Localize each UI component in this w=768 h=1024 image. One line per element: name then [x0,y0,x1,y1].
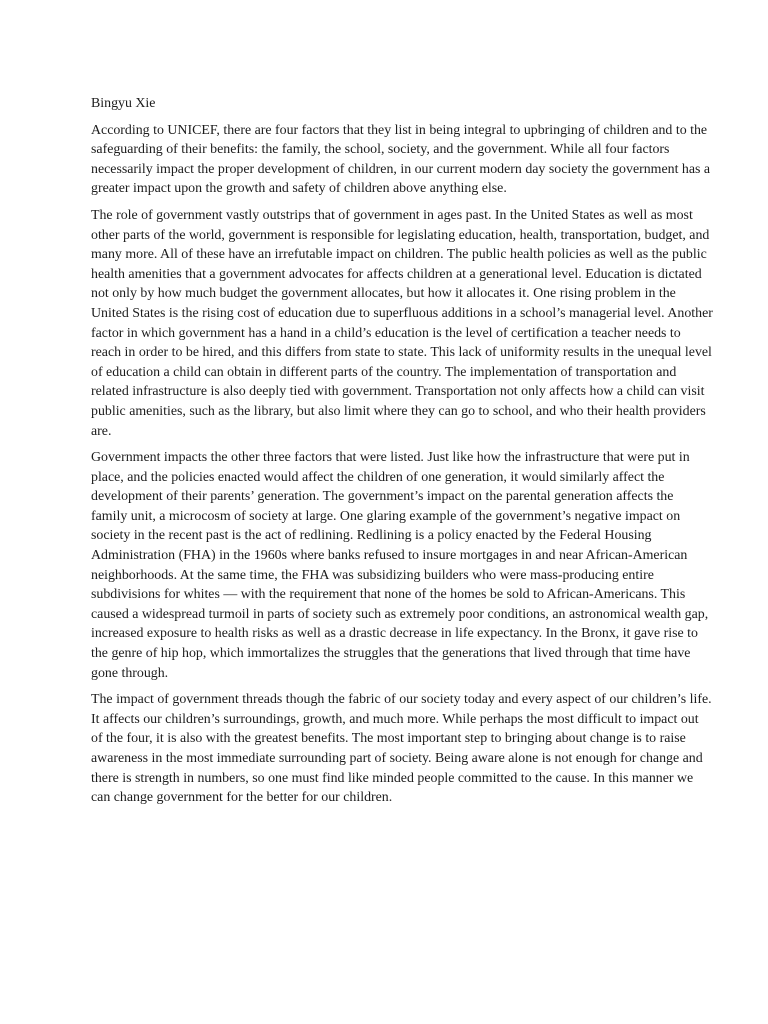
document-body [91,94,713,815]
paragraph-4: The impact of government threads though the fabric of our society today and every aspect of our children’s life. It affects our children’s surroundings, growth, and much more. While perhaps the most difficult to impact out of the four, it is also with the greatest benefits. The most important step to bringing about change is to raise awareness in the most immediate surrounding part of society. Being aware alone is not enough for change and there is strength in numbers, so one must find like minded people committed to the cause. In this manner we can change government for the better for our children. [91,692,712,806]
paragraph-2: The role of government vastly outstrips that of government in ages past. In the United States as well as most other parts of the world, government is responsible for legislating education, health, transportation, budget, and many more. All of these have an irrefutable impact on children. The public health policies as well as the public health amenities that a government advocates for affects children at a generational level. Education is dictated not only by how much budget the government allocates, but how it allocates it. One rising problem in the United States is the rising cost of education due to superfluous additions in a school’s managerial level. Another factor in which government has a hand in a child’s education is the level of certification a teacher needs to reach in order to be hired, and this differs from state to state. This lack of uniformity results in the unequal level of education a child can obtain in different parts of the country. The implementation of transportation and related infrastructure is also deeply tied with government. Transportation not only affects how a child can visit public amenities, such as the library, but also limit where they can go to school, and who their health providers are. [91,207,713,439]
paragraph-1: According to UNICEF, there are four factors that they list in being integral to upbringing of children and to the safeguarding of their benefits: the family, the school, society, and the government. While all four factors necessarily impact the proper development of children, in our current modern day society the government has a greater impact upon the growth and safety of children above anything else. [91,122,711,197]
author-name: Bingyu Xie [91,96,156,111]
paragraph-3: Government impacts the other three factors that were listed. Just like how the infrastructure that were put in place, and the policies enacted would affect the children of one generation, it would similarly affect the development of their parents’ generation. The government’s impact on the parental generation affects the family unit, a microcosm of society at large. One glaring example of the government’s negative impact on society in the recent past is the act of redlining. Redlining is a policy enacted by the Federal Housing Administration (FHA) in the 1960s where banks refused to insure mortgages in and near African-American neighborhoods. At the same time, the FHA was subsidizing builders who were mass-producing entire subdivisions for whites — with the requirement that none of the homes be sold to African-Americans. This caused a widespread turmoil in parts of society such as extremely poor conditions, an astronomical wealth gap, increased exposure to health risks as well as a drastic decrease in life expectancy. In the Bronx, it gave rise to the genre of hip hop, which immortalizes the struggles that the generations that lived through that time have gone through. [91,450,709,681]
